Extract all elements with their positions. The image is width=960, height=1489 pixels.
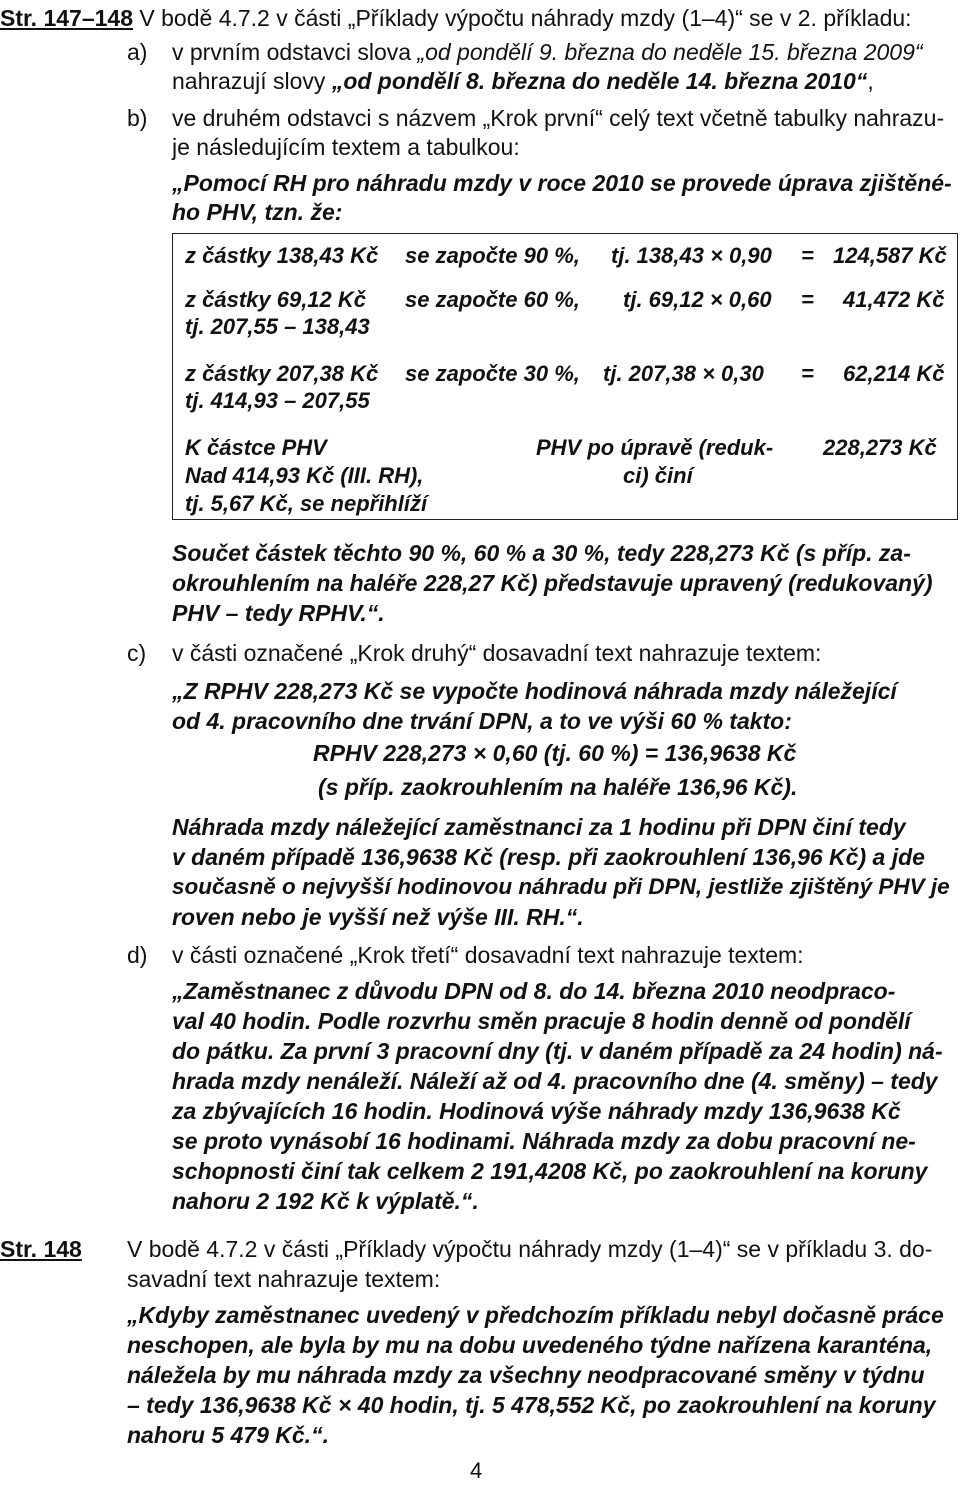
item-b-line2: je následujícím textem a tabulkou: <box>172 134 520 160</box>
item-a-comma: , <box>867 68 874 94</box>
table-cell-result: 62,214 Kč <box>843 361 945 386</box>
table-cell-remainder: tj. 5,67 Kč, se nepřihlíží <box>185 491 428 516</box>
item-d-quote-line: hrada mzdy nenáleží. Náleží až od 4. pracovního dne (4. směny) – tedy <box>172 1068 938 1094</box>
item-c-para-line4: roven nebo je vyšší než výše III. RH.“. <box>172 904 584 930</box>
table-cell-amount: z částky 207,38 Kč <box>185 361 379 386</box>
table-cell-equals: = <box>801 287 814 312</box>
str148-quote-line: náležela by mu náhrada mzdy za všechny neodpracované směny v týdnu <box>127 1362 925 1388</box>
page-reference-148: Str. 148 <box>0 1236 82 1262</box>
item-d-quote-line: val 40 hodin. Podle rozvrhu směn pracuje 8 hodin denně od pondělí <box>172 1008 911 1034</box>
page-number: 4 <box>470 1458 483 1483</box>
item-c-quote-line1: „Z RPHV 228,273 Kč se vypočte hodinová náhrada mzdy náležející <box>172 678 897 704</box>
item-d-quote-line: se proto vynásobí 16 hodinami. Náhrada mzdy za dobu pracovní ne- <box>172 1128 916 1154</box>
table-cell-calc: tj. 138,43 × 0,90 <box>611 243 772 268</box>
table-cell-calc: tj. 69,12 × 0,60 <box>623 287 772 312</box>
table-cell-reduced-label: ci) činí <box>623 463 693 488</box>
header-line <box>0 3 912 33</box>
item-d-quote-line: schopnosti činí tak celkem 2 191,4208 Kč, po zaokrouhlení na koruny <box>172 1158 928 1184</box>
sum-para-line1: Součet částek těchto 90 %, 60 % a 30 %, tedy 228,273 Kč (s příp. za- <box>172 540 911 566</box>
str148-line2: savadní text nahrazuje textem: <box>127 1266 441 1292</box>
table-cell-reduced-label: PHV po úpravě (reduk- <box>536 435 774 460</box>
item-d-marker: d) <box>127 942 148 968</box>
table-cell-amount: z částky 138,43 Kč <box>185 243 379 268</box>
str148-quote-line: nahoru 5 479 Kč.“. <box>127 1422 329 1448</box>
table-cell-remainder: K částce PHV <box>185 435 327 460</box>
item-a-text2: nahrazují slovy <box>172 68 332 94</box>
reduction-table <box>172 233 958 520</box>
table-cell-calc: tj. 207,38 × 0,30 <box>603 361 764 386</box>
sum-para-line2: okrouhlením na haléře 228,27 Kč) představuje upravený (redukovaný) <box>172 570 933 596</box>
table-cell-range: tj. 414,93 – 207,55 <box>185 388 370 413</box>
table-cell-range: tj. 207,55 – 138,43 <box>185 314 370 339</box>
str148-quote-line: – tedy 136,9638 Kč × 40 hodin, tj. 5 478,552 Kč, po zaokrouhlení na koruny <box>127 1392 936 1418</box>
table-cell-total: 228,273 Kč <box>823 435 937 460</box>
item-c-formula: RPHV 228,273 × 0,60 (tj. 60 %) = 136,9638 Kč <box>313 740 797 766</box>
item-c-rounding: (s příp. zaokrouhlením na haléře 136,96 Kč). <box>318 774 798 800</box>
table-cell-equals: = <box>801 361 814 386</box>
table-cell-remainder: Nad 414,93 Kč (III. RH), <box>185 463 424 488</box>
table-cell-equals: = <box>801 243 814 268</box>
table-cell-result: 124,587 Kč <box>833 243 947 268</box>
sum-para-line3: PHV – tedy RPHV.“. <box>172 600 385 626</box>
table-cell-percent: se započte 90 %, <box>405 243 580 268</box>
item-c-para-line2: v daném případě 136,9638 Kč (resp. při zaokrouhlení 136,96 Kč) a jde <box>172 844 925 870</box>
table-cell-result: 41,472 Kč <box>843 287 945 312</box>
item-c-line1: v části označené „Krok druhý“ dosavadní text nahrazuje textem: <box>172 640 822 666</box>
item-a-text: v prvním odstavci slova <box>172 39 418 65</box>
table-cell-percent: se započte 30 %, <box>405 361 580 386</box>
str148-line1: V bodě 4.7.2 v části „Příklady výpočtu náhrady mzdy (1–4)“ se v příkladu 3. do- <box>127 1236 933 1262</box>
item-c-para-line3: současně o nejvyšší hodinovou náhradu při DPN, jestliže zjištěný PHV je <box>172 874 950 899</box>
item-b-quote-line2: ho PHV, tzn. že: <box>172 199 343 225</box>
item-d-line1: v části označené „Krok třetí“ dosavadní text nahrazuje textem: <box>172 942 804 968</box>
item-d-quote-line: nahoru 2 192 Kč k výplatě.“. <box>172 1188 479 1214</box>
item-d-quote-line: do pátku. Za první 3 pracovní dny (tj. v daném případě za 24 hodin) ná- <box>172 1038 943 1064</box>
table-cell-percent: se započte 60 %, <box>405 287 580 312</box>
item-a-line2 <box>172 66 874 96</box>
item-a-old-phrase: „od pondělí 9. března do neděle 15. března 2009“ <box>417 39 923 65</box>
item-b-marker: b) <box>127 105 148 131</box>
item-c-quote-line2: od 4. pracovního dne trvání DPN, a to ve výši 60 % takto: <box>172 708 792 734</box>
page-reference: Str. 147–148 <box>0 5 134 31</box>
item-b-line1: ve druhém odstavci s názvem „Krok první“ celý text včetně tabulky nahrazu- <box>172 105 945 131</box>
str148-quote-line: neschopen, ale byla by mu na dobu uvedeného týdne nařízena karanténa, <box>127 1332 933 1358</box>
item-c-para-line1: Náhrada mzdy náležející zaměstnanci za 1 hodinu při DPN činí tedy <box>172 814 906 840</box>
item-a-new-phrase: „od pondělí 8. března do neděle 14. března 2010“ <box>331 68 868 94</box>
str148-quote-line: „Kdyby zaměstnanec uvedený v předchozím příkladu nebyl dočasně práce <box>127 1302 944 1328</box>
item-b-quote-line1: „Pomocí RH pro náhradu mzdy v roce 2010 se provede úprava zjištěné- <box>172 170 952 196</box>
item-a-marker: a) <box>127 39 148 65</box>
item-a-line1 <box>172 37 923 67</box>
item-d-quote-line: za zbývajících 16 hodin. Hodinová výše náhrady mzdy 136,9638 Kč <box>172 1098 901 1124</box>
table-cell-amount: z částky 69,12 Kč <box>185 287 367 312</box>
item-c-marker: c) <box>127 640 147 666</box>
header-text: V bodě 4.7.2 v části „Příklady výpočtu náhrady mzdy (1–4)“ se v 2. příkladu: <box>133 5 912 31</box>
item-d-quote-line: „Zaměstnanec z důvodu DPN od 8. do 14. března 2010 neodpraco- <box>172 978 896 1004</box>
